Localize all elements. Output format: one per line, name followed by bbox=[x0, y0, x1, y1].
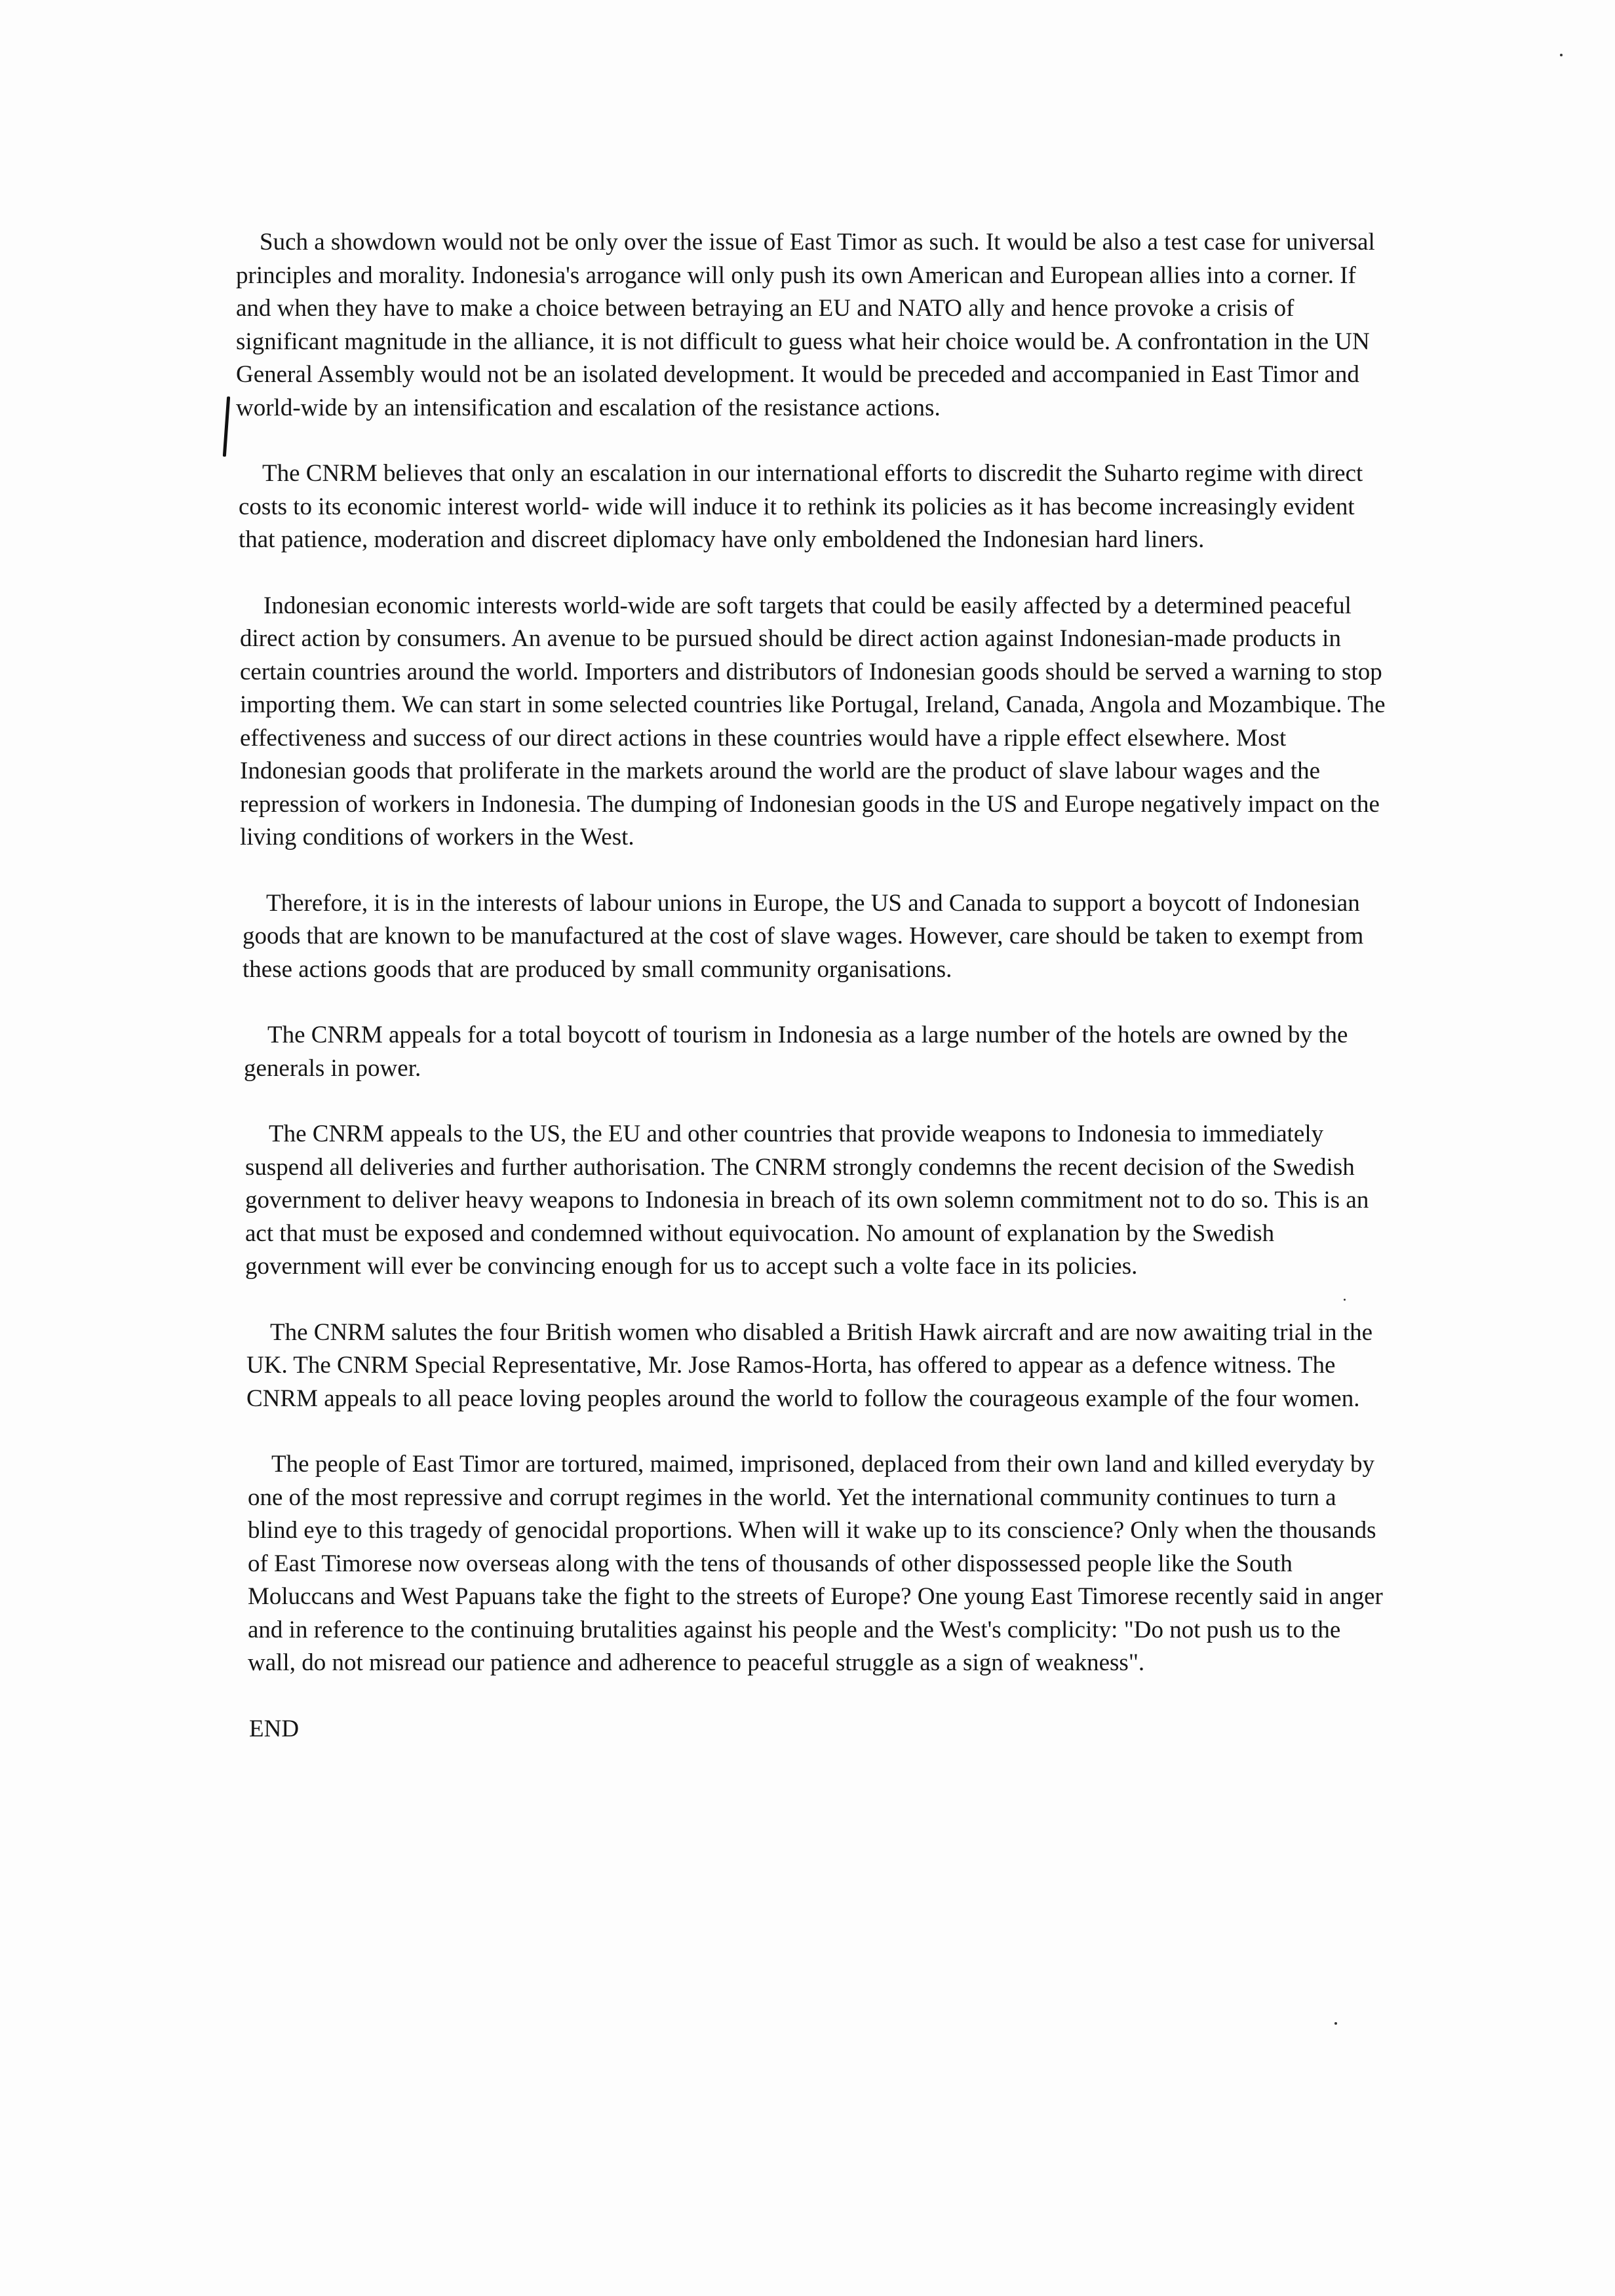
paragraph-weapons: The CNRM appeals to the US, the EU and other countries that provide weapons to Indonesia to immediately suspend all deliveries and further authorisation. The CNRM strongly condemns the recent decision of the Swedish government to deliver heavy weapons to Indonesia in breach of its own solemn commitment not to do so. This is an act that must be exposed and condemned without equivocation. No amount of explanation by the Swedish government will ever be convincing enough for us to accept such a volte face in its policies. bbox=[245, 1120, 1369, 1280]
handwritten-margin-mark bbox=[223, 396, 230, 457]
paragraph-labour-unions: Therefore, it is in the interests of labour unions in Europe, the US and Canada to support a boycott of Indonesian goods that are known to be manufactured at the cost of slave wages. However, care should be taken to exempt from these actions goods that are produced by small community organisations. bbox=[243, 889, 1364, 983]
document-body bbox=[236, 226, 1390, 1746]
paragraph-british-women: The CNRM salutes the four British women who disabled a British Hawk aircraft and are now awaiting trial in the UK. The CNRM Special Representative, Mr. Jose Ramos-Horta, has offered to appear as a defence witness. The CNRM appeals to all peace loving peoples around the world to follow the courageous example of the four women. bbox=[246, 1318, 1373, 1412]
scan-speck bbox=[1334, 2022, 1337, 2025]
scan-speck bbox=[1560, 54, 1563, 56]
paragraph-showdown: Such a showdown would not be only over the issue of East Timor as such. It would be also a test case for universal principles and morality. Indonesia's arrogance will only push its own American and European allies into a corner. If and when they have to make a choice between betraying an EU and NATO ally and hence provoke a crisis of significant magnitude in the alliance, it is not difficult to guess what heir choice would be. A confrontation in the UN General Assembly would not be an isolated development. It would be preceded and accompanied in East Timor and world-wide by an intensification and escalation of the resistance actions. bbox=[236, 229, 1375, 421]
paragraph-people-of-east-timor: The people of East Timor are tortured, maimed, imprisoned, deplaced from their own land and killed everyday by one of the most repressive and corrupt regimes in the world. Yet the international community continues to turn a blind eye to this tragedy of genocidal proportions. When will it wake up to its conscience? Only when the thousands of East Timorese now overseas along with the tens of thousands of other dispossessed people like the South Moluccans and West Papuans take the fight to the streets of Europe? One young East Timorese recently said in anger and in reference to the continuing brutalities against his people and the West's complicity: "Do not push us to the wall, do not misread our patience and adherence to peaceful struggle as a sign of weakness". bbox=[248, 1451, 1383, 1676]
paragraph-economic-interests: Indonesian economic interests world-wide are soft targets that could be easily affected by a determined peaceful direct action by consumers. An avenue to be pursued should be direct action against Indonesian-made products in certain countries around the world. Importers and distributors of Indonesian goods should be served a warning to stop importing them. We can start in some selected countries like Portugal, Ireland, Canada, Angola and Mozambique. The effectiveness and success of our direct actions in these countries would have a ripple effect elsewhere. Most Indonesian goods that proliferate in the markets around the world are the product of slave labour wages and the repression of workers in Indonesia. The dumping of Indonesian goods in the US and Europe negatively impact on the living conditions of workers in the West. bbox=[240, 592, 1386, 851]
paragraph-escalation: The CNRM believes that only an escalation in our international efforts to discredit the Suharto regime with direct costs to its economic interest world- wide will induce it to rethink its policies as it has become increasingly evident that patience, moderation and discreet diplomacy have only emboldened the Indonesian hard liners. bbox=[239, 460, 1363, 553]
paragraph-tourism-boycott: The CNRM appeals for a total boycott of tourism in Indonesia as a large number of the hotels are owned by the generals in power. bbox=[244, 1022, 1348, 1082]
end-marker: END bbox=[249, 1715, 300, 1742]
